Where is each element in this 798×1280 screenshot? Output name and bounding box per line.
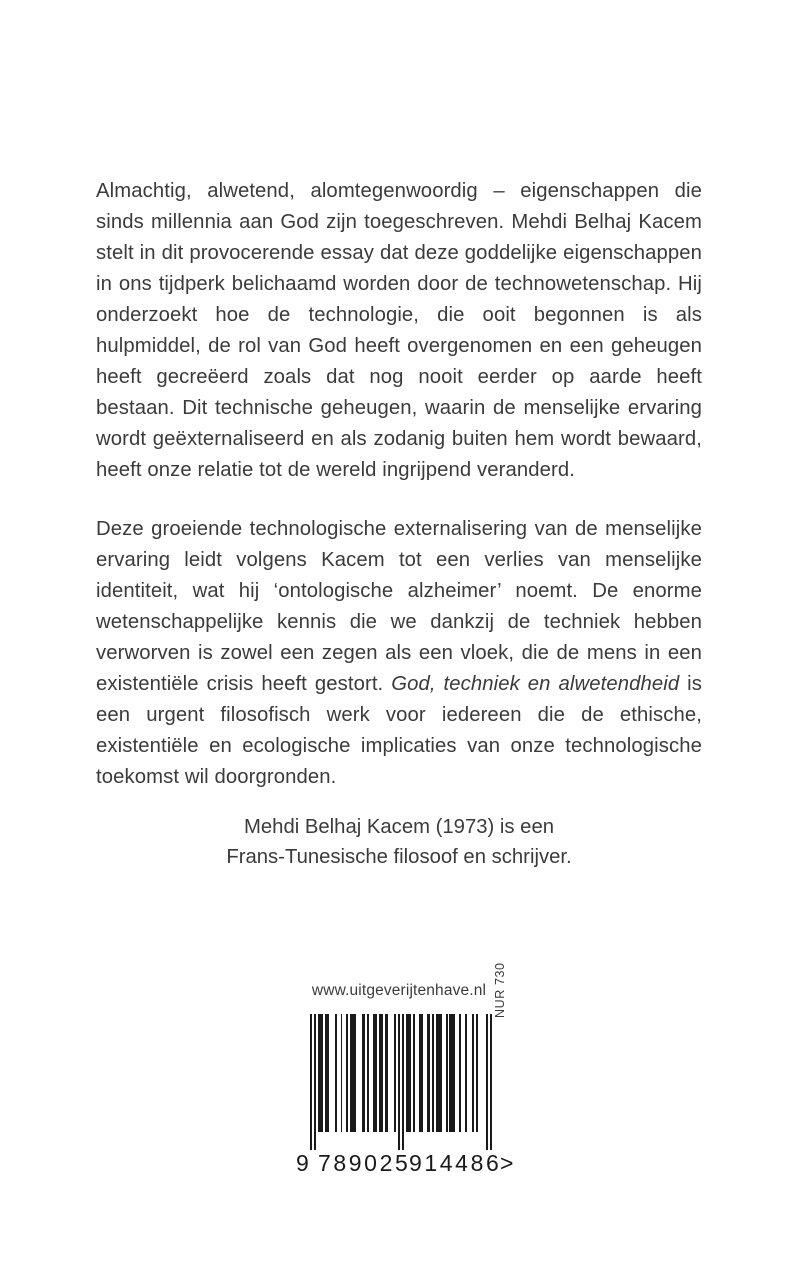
barcode-bar bbox=[427, 1014, 431, 1132]
barcode-bar bbox=[486, 1014, 488, 1150]
barcode-bar bbox=[379, 1014, 383, 1132]
barcode-bar bbox=[350, 1014, 356, 1132]
blurb-paragraph-2 bbox=[96, 514, 702, 793]
book-title-italic: God, techniek en alwetendheid bbox=[391, 673, 680, 695]
author-bio-line-1: Mehdi Belhaj Kacem (1973) is een bbox=[243, 816, 555, 838]
isbn-human-readable bbox=[296, 1148, 514, 1178]
barcode-bar bbox=[432, 1014, 434, 1132]
barcode-bar bbox=[325, 1014, 329, 1132]
barcode-bar bbox=[449, 1014, 455, 1132]
author-bio-line-2: Frans-Tunesische filosoof en schrijver. bbox=[226, 846, 572, 868]
barcode-bar bbox=[341, 1014, 343, 1132]
barcode-bar bbox=[406, 1014, 412, 1132]
barcode-bar bbox=[398, 1014, 400, 1150]
isbn-lead-digit: 9 bbox=[296, 1150, 310, 1176]
blurb-paragraph-2-lead: Deze groeiende technologische externalisering van de menselijke ervaring leidt volgens Kacem tot een verlies van menselijke identiteit, wat hij ‘ontologische alzheimer’ noemt. De enorme wetenschappelijke kennis die we dankzij de techniek hebben verworven is zowel een zegen als een vloek, die de mens in een existentiële crisis heeft gestort. bbox=[96, 518, 702, 695]
barcode-bar bbox=[413, 1014, 415, 1132]
barcode-bar bbox=[394, 1014, 396, 1132]
publisher-website: www.uitgeverijtenhave.nl bbox=[311, 982, 487, 999]
nur-code-label: NUR 730 bbox=[493, 962, 507, 1018]
author-bio bbox=[0, 812, 798, 872]
barcode-bar bbox=[402, 1014, 404, 1150]
barcode-bar bbox=[314, 1014, 316, 1150]
barcode-bar bbox=[476, 1014, 478, 1132]
barcode-bar bbox=[310, 1014, 312, 1150]
blurb-text-block bbox=[96, 176, 702, 793]
barcode-bar bbox=[346, 1014, 348, 1132]
isbn-trailing-marker: > bbox=[500, 1150, 514, 1176]
barcode-bar bbox=[465, 1014, 467, 1132]
barcode-bar bbox=[446, 1014, 448, 1132]
blurb-paragraph-2-tail: is een urgent filosofisch werk voor iedereen die de ethische, existentiële en ecologische implicaties van onze technologische toekomst wil doorgronden. bbox=[96, 673, 702, 788]
barcode-bar bbox=[362, 1014, 366, 1132]
blurb-paragraph-1: Almachtig, alwetend, alomtegenwoordig – eigenschappen die sinds millennia aan God zijn toegeschreven. Mehdi Belhaj Kacem stelt in dit provocerende essay dat deze goddelijke eigenschappen in ons tijdperk belichaamd worden door de technowetenschap. Hij onderzoekt hoe de technologie, die ooit begonnen is als hulpmiddel, de rol van God heeft overgenomen en een geheugen heeft gecreëerd zoals dat nog nooit eerder op aarde heeft bestaan. Dit technische geheugen, waarin de menselijke ervaring wordt geëxternaliseerd en als zodanig buiten hem wordt bewaard, heeft onze relatie tot de wereld ingrijpend veranderd. bbox=[96, 180, 702, 481]
barcode-bar bbox=[459, 1014, 461, 1132]
isbn-right-group: 914486 bbox=[409, 1150, 502, 1176]
barcode-bar bbox=[335, 1014, 337, 1132]
barcode-bar bbox=[436, 1014, 442, 1132]
barcode-bar bbox=[490, 1014, 492, 1150]
barcode-bar bbox=[373, 1014, 377, 1132]
barcode-bar bbox=[419, 1014, 423, 1132]
barcode-bar bbox=[367, 1014, 369, 1132]
barcode-bar bbox=[385, 1014, 389, 1132]
barcode-bar bbox=[318, 1014, 324, 1132]
ean13-barcode bbox=[310, 1014, 492, 1150]
isbn-left-group: 789025 bbox=[318, 1150, 411, 1176]
barcode-bar bbox=[472, 1014, 474, 1132]
